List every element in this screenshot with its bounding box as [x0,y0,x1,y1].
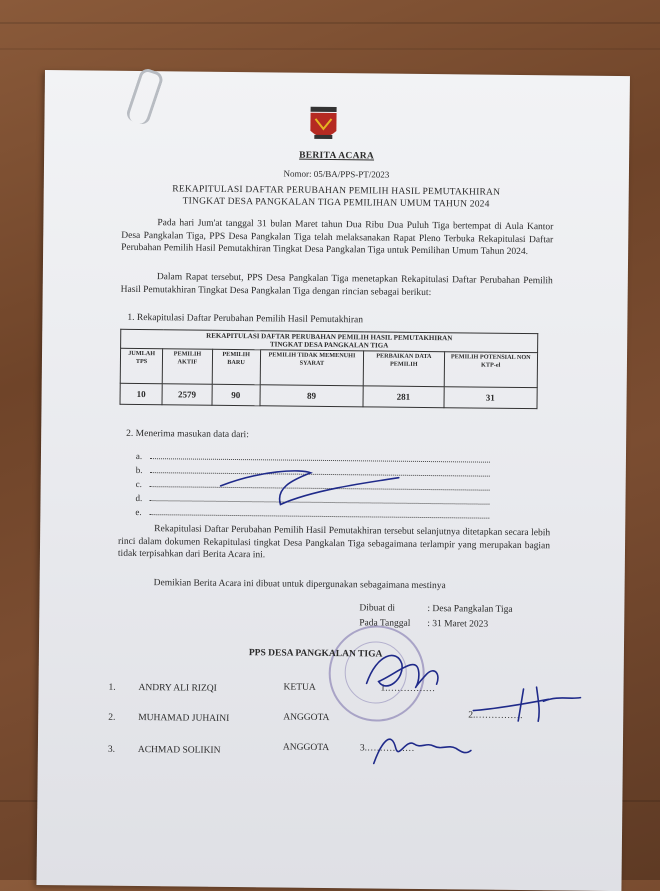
date-value: : 31 Maret 2023 [427,619,489,630]
col-header: PERBAIKAN DATA PEMILIH [363,351,444,387]
line-letter: e. [135,506,142,518]
place-value: : Desa Pangkalan Tiga [427,604,513,615]
table-cell: 90 [212,384,260,406]
heading-line-2: TINGKAT DESA PANGKALAN TIGA PEMILIHAN UMUM TAHUN 2024 [182,196,490,210]
sign-slot-3: 3.…………… [359,743,415,754]
line-letter: c. [135,478,142,490]
member-3-role: ANGGOTA [282,742,330,754]
col-header: PEMILIH TIDAK MEMENUHI SYARAT [260,350,364,386]
member-1-role: KETUA [283,682,316,693]
strike-signature [220,460,401,512]
table-cell: 31 [443,387,537,409]
signature-anggota-1 [468,680,589,731]
line-letter: b. [135,464,143,476]
col-header: PEMILIH AKTIF [162,349,212,385]
member-1-name: ANDRY ALI RIZQI [138,683,217,694]
paper-clip [125,67,165,127]
col-header: PEMILIH POTENSIAL NON KTP-el [444,352,538,388]
member-2-role: ANGGOTA [283,712,330,724]
table-cell: 2579 [162,384,212,406]
paragraph-final: Demikian Berita Acara ini dibuat untuk dipergunakan sebagaimana mestinya [153,578,446,592]
document-title: BERITA ACARA [299,150,375,162]
member-2-no: 2. [108,712,116,723]
table-cell: 10 [120,383,162,404]
signature-ketua [356,643,447,704]
member-1-no: 1. [108,682,116,693]
item-2-label: 2. Menerima masukan data dari: [126,428,249,441]
place-label: Dibuat di [359,603,396,614]
document-heading [44,182,629,212]
col-header: PEMILIH BARU [212,349,260,385]
line-letter: d. [135,492,143,504]
member-3-name: ACHMAD SOLIKIN [137,745,221,756]
sign-slot-number: 2. [468,710,476,721]
place-row [359,603,512,615]
sign-slot-2: 2.…………… [468,710,523,722]
recap-table [119,329,538,409]
committee-title: PPS DESA PANGKALAN TIGA [248,648,383,660]
table-cell: 89 [260,385,364,407]
signature-anggota-2 [366,713,477,774]
sign-slot-number: 3. [359,743,368,754]
paragraph-opening: Pada hari Jum'at tanggal 31 bulan Maret tahun Dua Ribu Dua Puluh Tiga bertempat di Aula Kantor Desa Pangkalan Tiga, PPS Desa Pangkalan Tiga telah melaksanakan Rapat Pleno Terbuka Rekapitulasi Daftar Perubahan Pemilih Hasil Pemutakhiran Tingkat Desa Pangkalan Tiga untuk Pemilihan Umum Tahun 2024. [121,218,554,258]
table-title-line-1: REKAPITULASI DAFTAR PERUBAHAN PEMILIH HASIL PEMUTAKHIRAN [206,331,453,343]
table-cell: 281 [363,386,443,408]
document-number: Nomor: 05/BA/PPS-PT/2023 [283,168,390,180]
date-label: Pada Tanggal [359,618,411,629]
paragraph-closing: Rekapitulasi Daftar Perubahan Pemilih Hasil Pemutakhiran tersebut selanjutnya ditetapkan secara lebih rinci dalam dokumen Rekapitulasi tingkat Desa Pangkalan Tiga sebagaimana terlampir yang merupakan bagian tidak terpisahkan dari Berita Acara ini. [117,524,551,561]
member-2-name: MUHAMAD JUHAINI [138,713,230,724]
item-1-label: 1. Rekapitulasi Daftar Perubahan Pemilih Hasil Pemutakhiran [127,312,364,326]
table-title-line-2: TINGKAT DESA PANGKALAN TIGA [269,340,389,350]
col-header: JUMLAH TPS [120,348,163,383]
heading-line-1: REKAPITULASI DAFTAR PERUBAHAN PEMILIH HASIL PEMUTAKHIRAN [172,184,501,198]
sign-slot-1: 1.…………… [380,683,436,695]
kpu-logo [306,105,340,145]
sign-slot-number: 1. [380,683,388,694]
document-page [36,70,630,891]
paragraph-decision: Dalam Rapat tersebut, PPS Desa Pangkalan Tiga menetapkan Rekapitulasi Daftar Perubahan Pemilih Hasil Pemutakhiran Tingkat Desa Pangkalan Tiga dengan rincian sebagai berikut: [120,272,553,298]
line-letter: a. [135,450,143,462]
member-3-no: 3. [107,744,116,755]
